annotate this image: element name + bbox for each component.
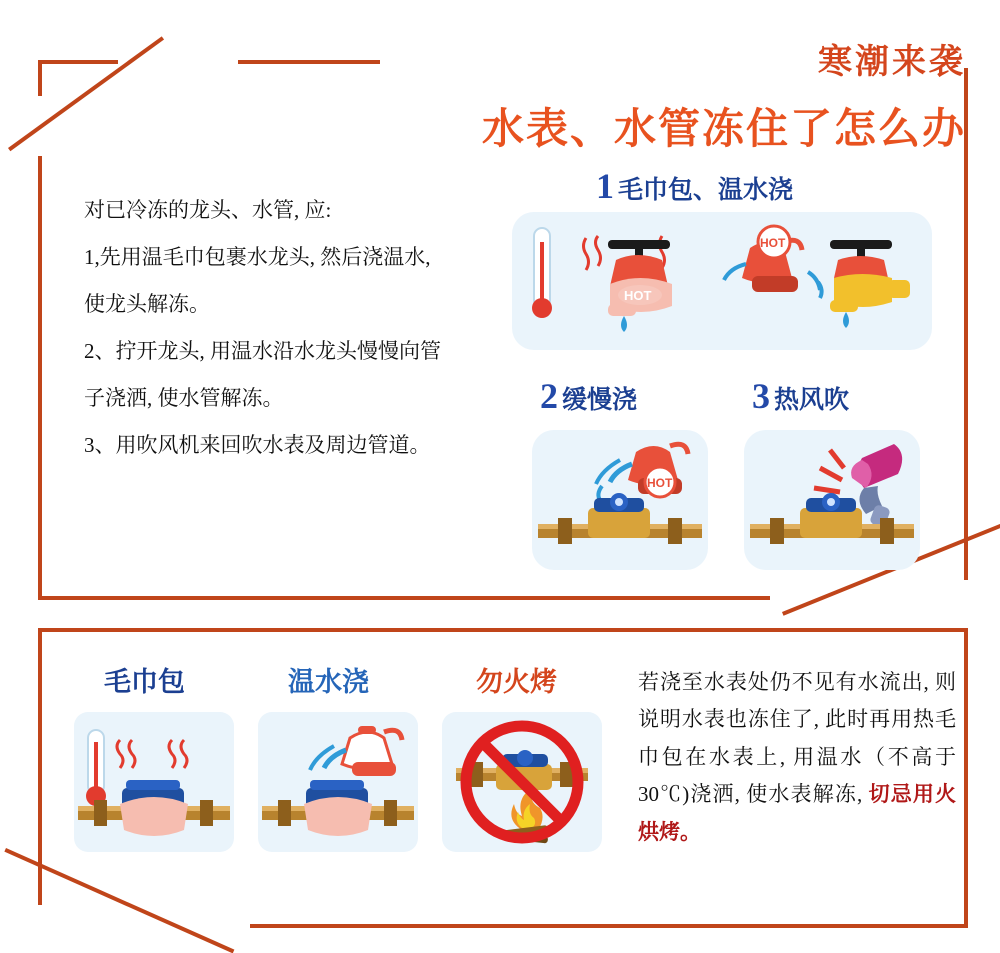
instruction-lead: 对已冷冻的龙头、水管, 应: xyxy=(84,198,332,222)
instruction-line-3: 2、拧开龙头, 用温水沿水龙头慢慢向管 xyxy=(84,338,441,363)
step-2-label: 缓慢浇 xyxy=(562,386,638,414)
faucet-towel-warm-water-icon xyxy=(512,212,932,350)
instruction-line-5: 3、用吹风机来回吹水表及周边管道。 xyxy=(84,432,431,457)
frame-notch-top-left xyxy=(118,40,238,84)
thermometer-towel-meter-icon xyxy=(74,712,234,852)
bottom-note xyxy=(638,664,956,851)
kicker-title: 寒潮来袭 xyxy=(818,43,966,81)
page-title: 水表、水管冻住了怎么办 xyxy=(481,105,966,152)
step-3-label: 热风吹 xyxy=(774,386,850,414)
instruction-text-block xyxy=(84,190,504,472)
svg-text:HOT: HOT xyxy=(760,236,786,250)
svg-text:HOT: HOT xyxy=(647,476,673,490)
no-fire-prohibited-icon xyxy=(442,712,602,852)
frame-notch-bottom-right xyxy=(770,580,980,624)
step-2-illustration xyxy=(532,430,708,570)
step-1-caption xyxy=(596,168,793,206)
bottom-illustration-3 xyxy=(442,712,602,852)
bottom-illustration-2 xyxy=(258,712,418,852)
instruction-line-1: 1,先用温毛巾包裹水龙头, 然后浇温水, xyxy=(84,244,431,269)
svg-text:HOT: HOT xyxy=(624,288,652,303)
kettle-pour-meter-icon xyxy=(532,430,708,570)
step-1-label: 毛巾包、温水浇 xyxy=(618,176,794,204)
bottom-illustration-1 xyxy=(74,712,234,852)
bottom-caption-3: 勿火烤 xyxy=(476,667,557,697)
bottom-note-plain: 若浇至水表处仍不见有水流出, 则说明水表也冻住了, 此时再用热毛巾包在水表上, 用温水（不高于30℃)浇洒, 使水表解冻, xyxy=(638,670,956,807)
bottom-note-warning: 切忌用火烘烤。 xyxy=(638,782,957,844)
instruction-line-4: 子浇洒, 使水管解冻。 xyxy=(84,385,284,410)
bottom-caption-2: 温水浇 xyxy=(288,667,369,697)
instruction-line-2: 使龙头解冻。 xyxy=(84,291,210,316)
step-2-number: 2 xyxy=(540,376,558,416)
bottom-caption-1: 毛巾包 xyxy=(104,667,185,697)
step-2-caption xyxy=(540,378,637,416)
step-3-number: 3 xyxy=(752,376,770,416)
step-1-illustration xyxy=(512,212,932,350)
kettle-pour-icon xyxy=(258,712,418,852)
step-3-illustration xyxy=(744,430,920,570)
step-1-number: 1 xyxy=(596,166,614,206)
hair-dryer-meter-icon xyxy=(744,430,920,570)
step-3-caption xyxy=(752,378,849,416)
